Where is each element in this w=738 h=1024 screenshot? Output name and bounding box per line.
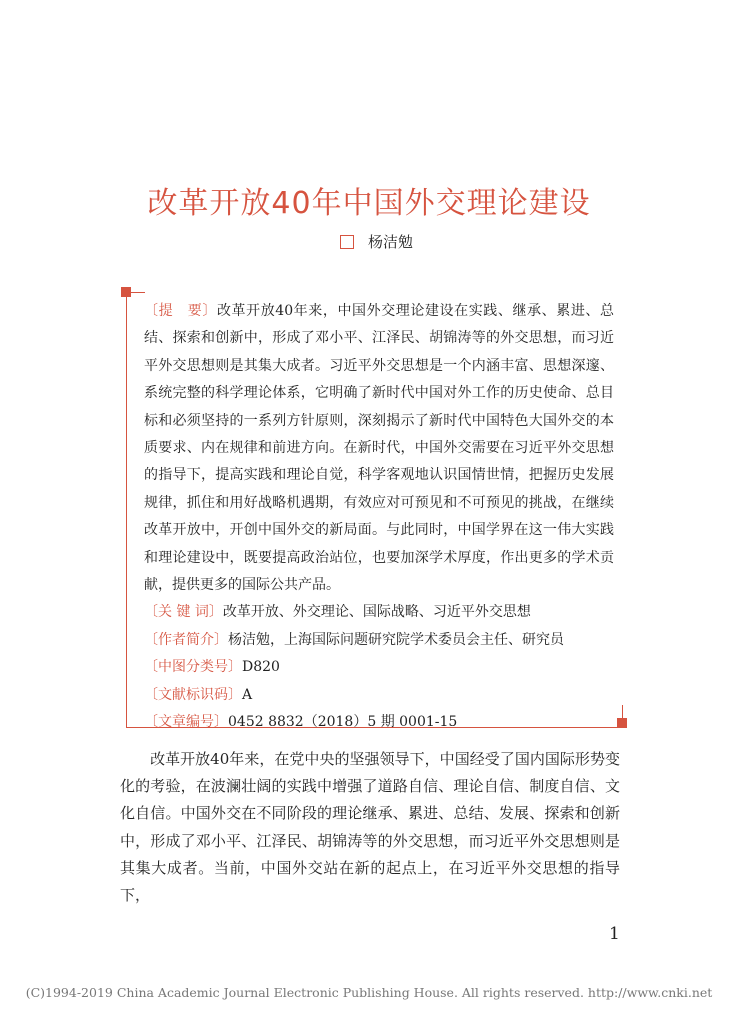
abstract-label: 〔提 要〕: [144, 303, 217, 319]
article-title: 改革开放40年中国外交理论建设: [147, 186, 591, 221]
keywords-row: [144, 599, 614, 626]
article-number-label: 〔文章编号〕: [144, 714, 228, 731]
clc-number-label: 〔中图分类号〕: [144, 659, 242, 676]
keywords-value: 改革开放、外交理论、国际战略、习近平外交思想: [222, 604, 531, 621]
article-number-row: [144, 709, 614, 736]
frame-corner-top-left: [121, 287, 131, 297]
frame-line-left: [126, 297, 127, 727]
document-code-label: 〔文献标识码〕: [144, 686, 242, 703]
copyright-footer: (C)1994-2019 China Academic Journal Electronic Publishing House. All rights reserved. http://www.cnki.net: [25, 985, 713, 1000]
body-paragraph: [120, 746, 620, 909]
abstract-text: 改革开放40年来，中国外交理论建设在实践、继承、累进、总结、探索和创新中，形成了邓小平、江泽民、胡锦涛等的外交思想，而习近平外交思想则是其集大成者。习近平外交思想是一个内涵丰富、思想深邃、系统完整的科学理论体系，它明确了新时代中国对外工作的历史使命、总目标和必须坚持的一系列方针原则，深刻揭示了新时代中国特色大国外交的本质要求、内在规律和前进方向。在新时代，中国外交需要在习近平外交思想的指导下，提高实践和理论自觉，科学客观地认识国情世情，把握历史发展规律，抓住和用好战略机遇期，有效应对可预见和不可预见的挑战，在继续改革开放中，开创中国外交的新局面。与此同时，中国学界在这一伟大实践和理论建设中，既要提高政治站位，也要加深学术厚度，作出更多的学术贡献，提供更多的国际公共产品。: [144, 303, 614, 594]
author-intro-value: 杨洁勉，上海国际问题研究院学术委员会主任、研究员: [228, 631, 564, 648]
document-code-row: [144, 682, 614, 709]
keywords-label: 〔关 键 词〕: [144, 604, 223, 621]
author-intro-row: [144, 627, 614, 654]
clc-number-row: [144, 654, 614, 681]
abstract-block: [144, 298, 614, 737]
author-intro-label: 〔作者简介〕: [144, 631, 228, 648]
frame-line-top: [131, 292, 145, 293]
author-line: [340, 231, 413, 252]
body-paragraph-text: 改革开放40年来，在党中央的坚强领导下，中国经受了国内国际形势变化的考验，在波澜壮阔的实践中增强了道路自信、理论自信、制度自信、文化自信。中国外交在不同阶段的理论继承、累进、总结、发展、探索和创新中，形成了邓小平、江泽民、胡锦涛等的外交思想，而习近平外交思想则是其集大成者。当前，中国外交站在新的起点上，在习近平外交思想的指导下，: [120, 750, 620, 905]
author-box-icon: [340, 235, 354, 249]
article-number-value: 0452 8832（2018）5 期 0001-15: [228, 714, 458, 731]
document-code-value: A: [242, 686, 253, 703]
clc-number-value: D820: [242, 659, 280, 676]
page-number: 1: [609, 924, 620, 944]
abstract-paragraph: [144, 298, 614, 599]
author-name: 杨洁勉: [368, 233, 414, 251]
frame-corner-bottom-right: [617, 718, 627, 728]
frame-line-right: [622, 705, 623, 718]
